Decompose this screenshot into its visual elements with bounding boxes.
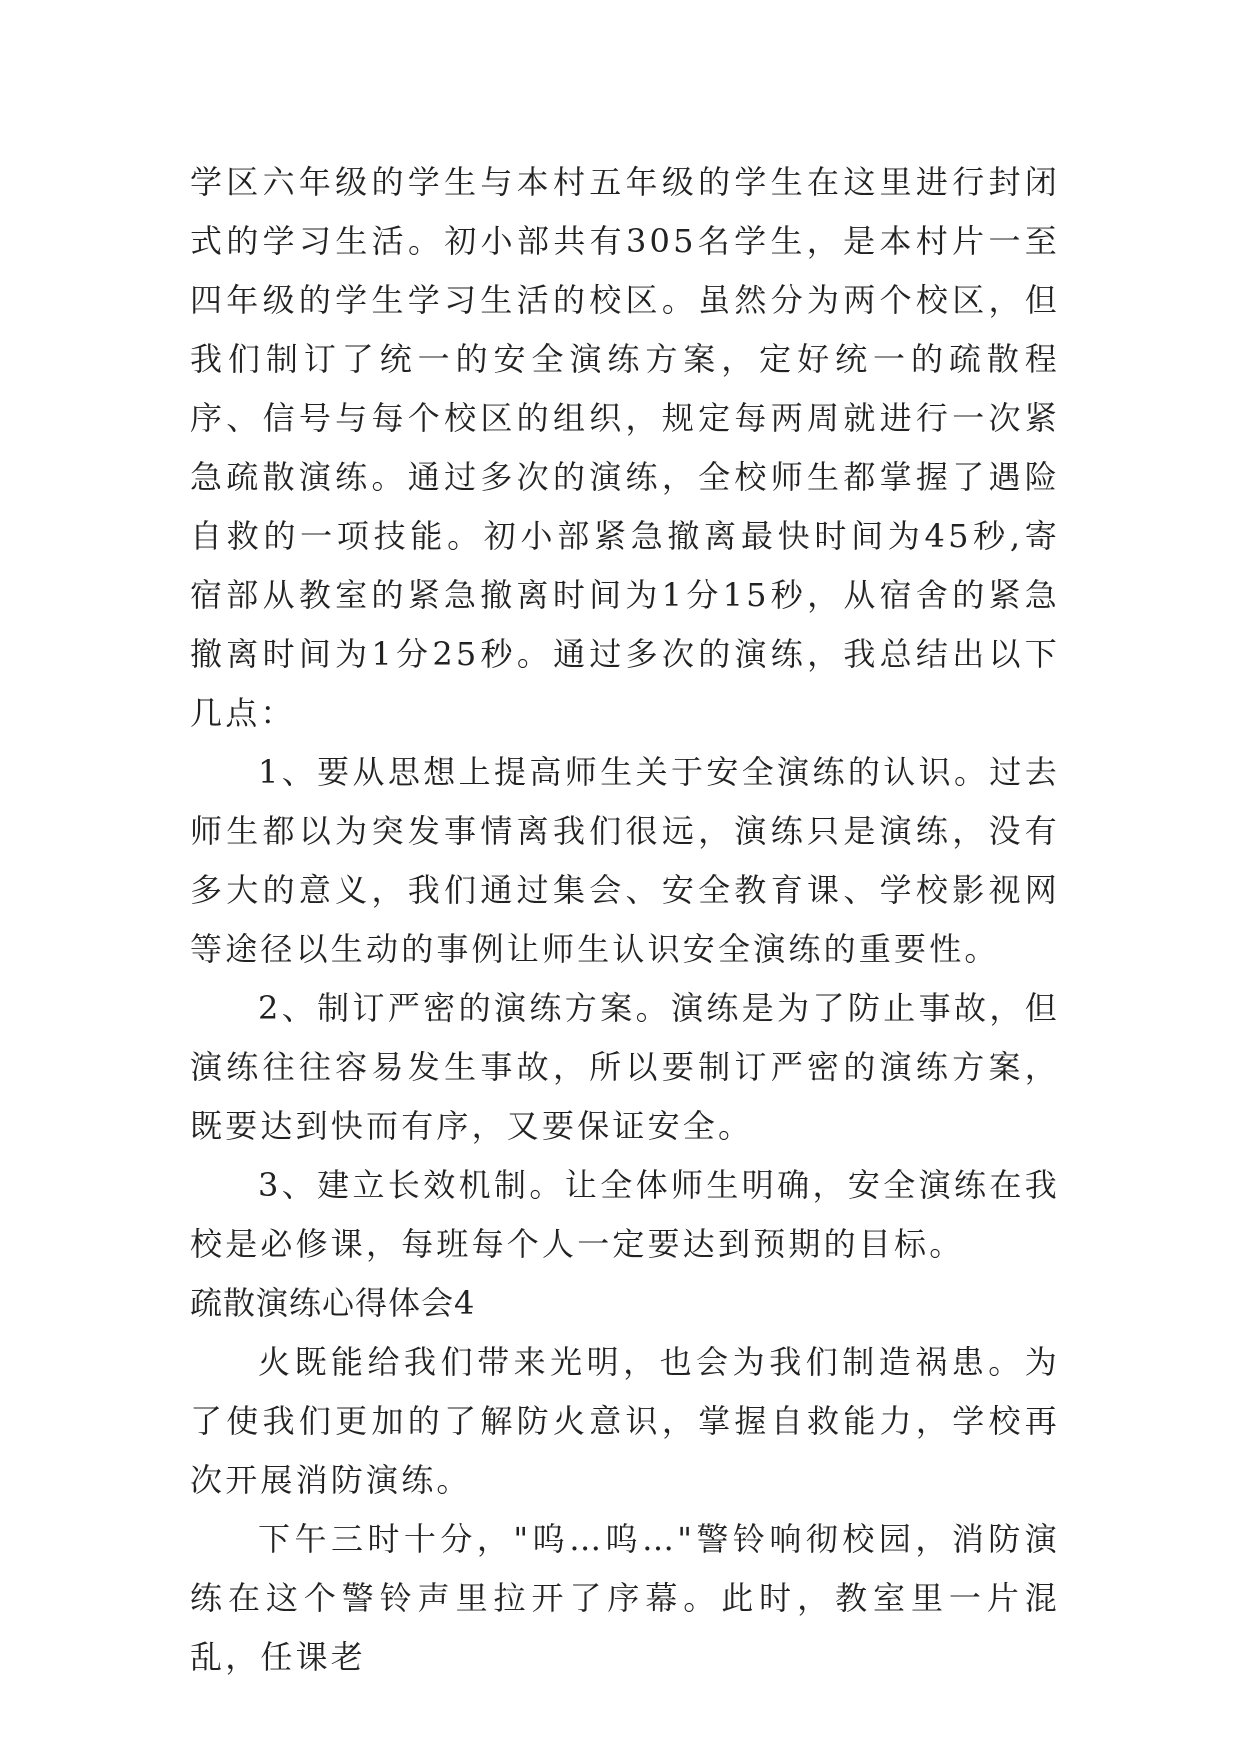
point-3-paragraph: 3、建立长效机制。让全体师生明确，安全演练在我校是必修课，每班每个人一定要达到预期的目标。 (190, 1166, 1060, 1263)
point-2-paragraph: 2、制订严密的演练方案。演练是为了防止事故，但演练往往容易发生事故，所以要制订严密的演练方案，既要达到快而有序，又要保证安全。 (190, 989, 1060, 1145)
section-paragraph-1: 火既能给我们带来光明，也会为我们制造祸患。为了使我们更加的了解防火意识，掌握自救能力，学校再次开展消防演练。 (190, 1343, 1060, 1499)
intro-paragraph: 学区六年级的学生与本村五年级的学生在这里进行封闭式的学习生活。初小部共有305名学生，是本村片一至四年级的学生学习生活的校区。虽然分为两个校区，但我们制订了统一的安全演练方案，定好统一的疏散程序、信号与每个校区的组织，规定每两周就进行一次紧急疏散演练。通过多次的演练，全校师生都掌握了遇险自救的一项技能。初小部紧急撤离最快时间为45秒,寄宿部从教室的紧急撤离时间为1分15秒，从宿舍的紧急撤离时间为1分25秒。通过多次的演练，我总结出以下几点： (190, 163, 1060, 732)
section-title: 疏散演练心得体会4 (190, 1284, 476, 1322)
point-1-paragraph: 1、要从思想上提高师生关于安全演练的认识。过去师生都以为突发事情离我们很远，演练只是演练，没有多大的意义，我们通过集会、安全教育课、学校影视网等途径以生动的事例让师生认识安全演练的重要性。 (190, 753, 1060, 968)
section-paragraph-2: 下午三时十分，"呜…呜…"警铃响彻校园，消防演练在这个警铃声里拉开了序幕。此时，教室里一片混乱，任课老 (190, 1520, 1060, 1676)
document-page (190, 153, 1060, 1687)
